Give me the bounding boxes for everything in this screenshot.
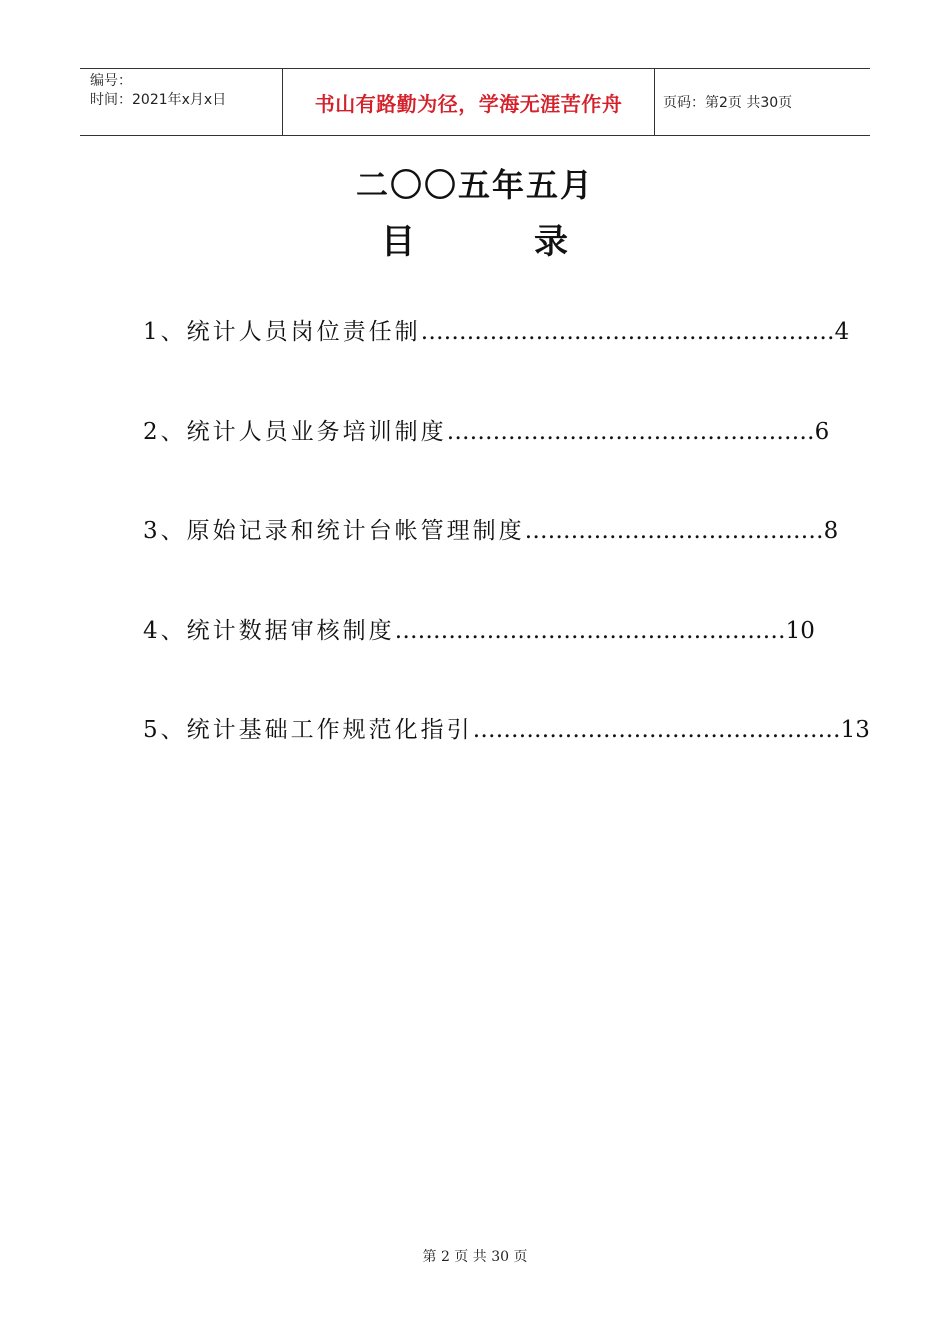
toc-entry-page: 13 [840, 717, 870, 743]
toc-heading [0, 214, 950, 262]
toc-entry-leader: …………………………………………… [394, 618, 786, 644]
toc-entry-label: 4、统计数据审核制度 [143, 618, 395, 644]
header-meta [80, 69, 282, 135]
toc-entry-label: 1、统计人员岗位责任制 [143, 319, 421, 345]
toc-entry-page: 4 [834, 319, 850, 345]
toc-heading-char-1: 目 [381, 222, 415, 262]
toc-entry[interactable] [143, 412, 830, 452]
header-motto: 书山有路勤为径，学海无涯苦作舟 [282, 69, 655, 135]
toc-entry[interactable] [143, 710, 870, 750]
toc-entry-leader: ………………………………… [524, 518, 824, 544]
document-header [80, 68, 870, 136]
toc-heading-char-2: 录 [534, 222, 568, 262]
toc-entry-leader: ………………………………………… [472, 717, 841, 743]
toc-entry[interactable] [143, 312, 850, 352]
toc-entry-label: 3、原始记录和统计台帐管理制度 [143, 518, 525, 544]
toc-entry-page: 6 [814, 419, 830, 445]
header-time-label: 时间：2021年x月x日 [90, 92, 227, 108]
page-footer: 第 2 页 共 30 页 [422, 1249, 528, 1265]
toc-entry-leader: ………………………………………… [446, 419, 815, 445]
toc-entry-label: 2、统计人员业务培训制度 [143, 419, 447, 445]
toc-entry-leader: ……………………………………………… [420, 319, 835, 345]
toc-entry[interactable] [143, 511, 839, 551]
header-number-label: 编号： [90, 73, 132, 89]
toc-entry-label: 5、统计基础工作规范化指引 [143, 717, 473, 743]
toc-entry-page: 8 [823, 518, 839, 544]
header-page-info: 页码：第2页 共30页 [663, 95, 793, 111]
toc-entry[interactable] [143, 611, 815, 651]
title-date: 二〇〇五年五月 [355, 166, 594, 204]
toc-entry-page: 10 [785, 618, 815, 644]
